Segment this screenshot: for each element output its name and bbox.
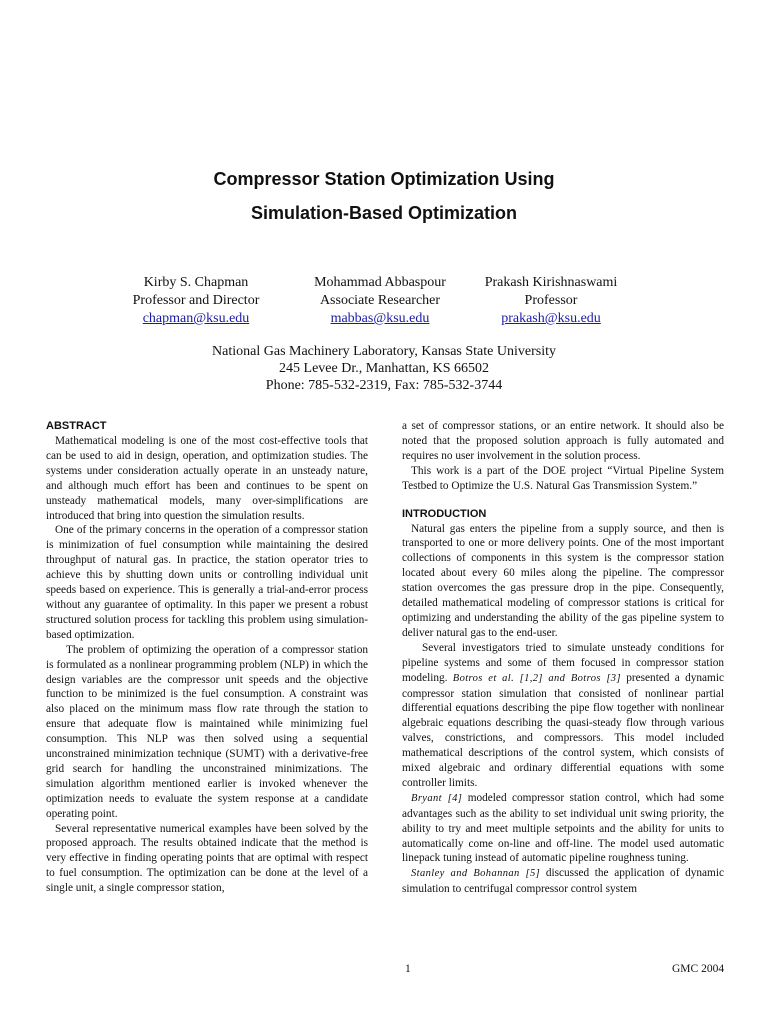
affiliation-lab: National Gas Machinery Laboratory, Kansas State University xyxy=(212,344,556,359)
conference-label: GMC 2004 xyxy=(672,963,725,975)
affiliation-phone: Phone: 785-532-2319, Fax: 785-532-3744 xyxy=(265,378,503,393)
abstract-paragraph-1: Mathematical modeling is one of the most cost-effective tools that can be used to aid in design, operation, and optimization studies. The systems under consideration actually operate in an unsteady nature, and although much effort has been and continues to be spent on unsteady mathematical models, many over-simplifications are introduced that bring into question the simulation results. xyxy=(46,435,368,522)
intro-paragraph-2-text: Several investigators tried to simulate unsteady conditions for pipeline systems and some of them focused in compressor station modeling. xyxy=(402,641,724,684)
abstract-paragraph-4: Several representative numerical examples have been solved by the proposed approach. The results obtained indicate that the method is very effective in finding operating points that are optimal with respect to fuel consumption. The optimization can be done at the level of a single unit, a single compressor station, xyxy=(46,822,368,895)
author-1 xyxy=(110,274,282,328)
left-column xyxy=(46,419,368,896)
intro-paragraph-2 xyxy=(402,641,724,791)
citation-bryant: Bryant [4] xyxy=(411,792,463,804)
citation-stanley-bohannan: Stanley and Bohannan [5] xyxy=(411,868,541,880)
affiliation-block xyxy=(0,343,768,394)
author-email-link[interactable]: mabbas@ksu.edu xyxy=(330,311,430,326)
author-name: Kirby S. Chapman xyxy=(143,275,249,290)
intro-paragraph-1: Natural gas enters the pipeline from a supply source, and then is transported to one or more delivery points. One of the most important collections of components in this system is the compressor station located about every 60 miles along the pipeline. The compressor station overcomes the gas pressure drop in the pipe. Consequently, detailed mathematical modeling of compressor stations is critical for optimizing and understanding the ability of the gas pipeline system to deliver natural gas to the end-user. xyxy=(402,522,724,639)
citation-botros: Botros et al. [1,2] and Botros [3] xyxy=(452,672,621,684)
intro-paragraph-2-rest: presented a dynamic compressor station simulation that consisted of nonlinear partial differential equations describing the pipe flow together with nonlinear algebraic equations describing the quasi-steady flow through various valves, constrictions, and compressors. This model included mathematical descriptions of the control system, which consists of mixed algebraic and ordinary differential equations with some controller limits. xyxy=(402,671,724,789)
affiliation-address: 245 Levee Dr., Manhattan, KS 66502 xyxy=(279,361,489,376)
intro-paragraph-4-rest: discussed the application of dynamic simulation to centrifugal compressor control system xyxy=(402,867,725,896)
author-role: Associate Researcher xyxy=(319,293,441,308)
right-column xyxy=(402,419,724,897)
author-email-link[interactable]: chapman@ksu.edu xyxy=(142,311,250,326)
author-name: Mohammad Abbaspour xyxy=(314,275,446,290)
intro-paragraph-4 xyxy=(402,866,724,897)
paper-title-line-1: Compressor Station Optimization Using xyxy=(213,169,555,189)
author-email-link[interactable]: prakash@ksu.edu xyxy=(501,311,601,326)
author-name: Prakash Kirishnaswami xyxy=(484,275,618,290)
right-paragraph-1: a set of compressor stations, or an entire network. It should also be noted that the proposed solution approach is fully automated and requires no user involvement in the solution process. xyxy=(402,420,724,462)
abstract-paragraph-2: One of the primary concerns in the operation of a compressor station is minimization of fuel consumption while maintaining the desired throughput of natural gas. In practice, the station operator tries to achieve this by shutting down units or controlling individual unit speeds based on experience. This is generally a trial-and-error process without any guarantee of optimality. In this paper we present a robust structured solution process for tackling this problem using simulation-based optimization. xyxy=(46,524,368,641)
abstract-paragraph-3: The problem of optimizing the operation of a compressor station is formulated as a nonlinear programming problem (NLP) in which the design variables are the compressor unit speeds and the objective function to be minimized is the fuel consumption. A constraint was also placed on the minimum mass flow rate through the station to ensure that adequate flow is maintained while minimizing fuel consumption. This NLP was then solved using a sequential unconstrained minimization technique (SUMT) with a derivative-free grid search for handling the unconstrained minimizations. The simulation algorithm mentioned earlier is invoked whenever the optimization needs to evaluate the system response at a candidate operating point. xyxy=(46,643,368,820)
right-paragraph-2: This work is a part of the DOE project “Virtual Pipeline System Testbed to Optimize the U.S. Natural Gas Transmission System.” xyxy=(402,464,724,492)
intro-paragraph-3 xyxy=(402,791,724,867)
author-role: Professor and Director xyxy=(132,293,260,308)
author-3 xyxy=(466,274,636,328)
paper-title-line-2: Simulation-Based Optimization xyxy=(250,203,518,223)
author-role: Professor xyxy=(524,293,578,308)
intro-paragraph-3-rest: modeled compressor station control, which had some advantages such as the ability to set individual unit swing priority, the ability to try and meet multiple setpoints and the ability for units to automatically come on-line and off-line. The model used automatic linepack tuning instead of automatic pipeline roughness tuning. xyxy=(402,791,724,865)
abstract-heading: ABSTRACT xyxy=(46,420,107,432)
page-number: 1 xyxy=(405,963,411,975)
author-2 xyxy=(287,274,473,328)
introduction-heading: INTRODUCTION xyxy=(402,507,487,520)
